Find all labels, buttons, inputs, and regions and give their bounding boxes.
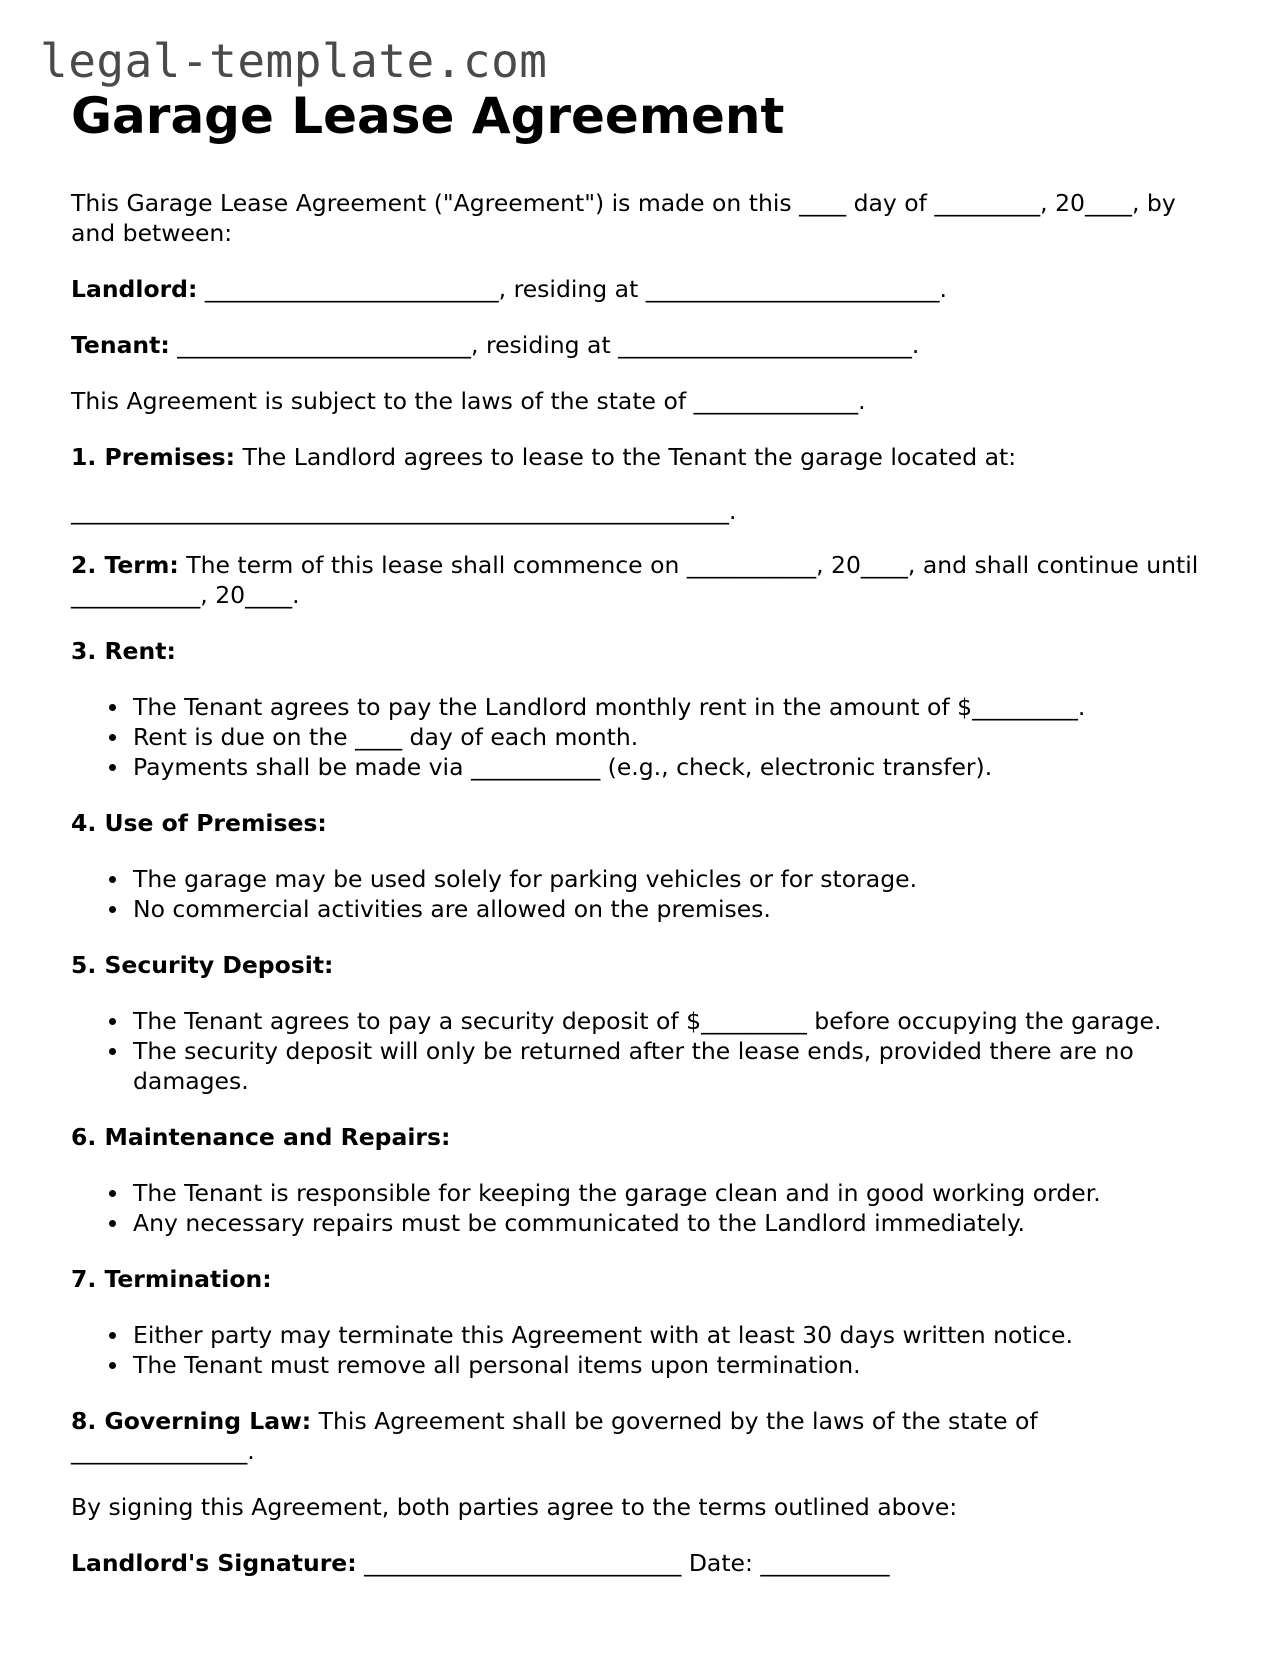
intro-paragraph: This Garage Lease Agreement ("Agreement") is made on this ____ day of _________, 20____, by and between: (71, 189, 1176, 247)
maintenance-list (71, 1178, 1221, 1238)
section-deposit (71, 950, 1221, 980)
term-heading: 2. Term: (71, 551, 179, 579)
section-use (71, 808, 1221, 838)
use-heading: 4. Use of Premises: (71, 809, 327, 837)
rent-heading: 3. Rent: (71, 637, 176, 665)
landlord-line (71, 274, 1221, 304)
list-item: The security deposit will only be returned after the lease ends, provided there are no damages. (133, 1036, 1221, 1096)
list-item: Rent is due on the ____ day of each month. (133, 722, 1221, 752)
list-item: The Tenant is responsible for keeping the garage clean and in good working order. (133, 1178, 1221, 1208)
rent-list (71, 692, 1221, 782)
document-title: Garage Lease Agreement (71, 87, 785, 145)
maintenance-heading: 6. Maintenance and Repairs: (71, 1123, 451, 1151)
premises-address-blank: ________________________________________________________. (71, 497, 737, 525)
section-maintenance (71, 1122, 1221, 1152)
tenant-line (71, 330, 1221, 360)
signature-text: ___________________________ Date: ___________ (356, 1549, 890, 1577)
list-item: No commercial activities are allowed on the premises. (133, 894, 1221, 924)
landlord-label: Landlord: (71, 275, 198, 303)
deposit-heading: 5. Security Deposit: (71, 951, 334, 979)
governing-heading: 8. Governing Law: (71, 1407, 312, 1435)
landlord-text: _________________________, residing at _________________________. (197, 275, 947, 303)
termination-list (71, 1320, 1221, 1380)
list-item: The Tenant must remove all personal items upon termination. (133, 1350, 1221, 1380)
termination-heading: 7. Termination: (71, 1265, 272, 1293)
section-term (71, 550, 1221, 610)
watermark: legal-template.com (40, 34, 548, 88)
section-rent (71, 636, 1221, 666)
landlord-signature-line (71, 1548, 1221, 1578)
list-item: The Tenant agrees to pay a security deposit of $_________ before occupying the garage. (133, 1006, 1221, 1036)
governing-text: This Agreement shall be governed by the laws of the state of _______________. (71, 1407, 1038, 1465)
premises-text: The Landlord agrees to lease to the Tenant the garage located at: (235, 443, 1017, 471)
section-governing-law (71, 1406, 1221, 1466)
list-item: Either party may terminate this Agreement with at least 30 days written notice. (133, 1320, 1221, 1350)
document-body (71, 86, 1221, 1578)
signature-label: Landlord's Signature: (71, 1549, 357, 1577)
section-termination (71, 1264, 1221, 1294)
section-premises (71, 442, 1221, 472)
deposit-list (71, 1006, 1221, 1096)
closing-statement: By signing this Agreement, both parties agree to the terms outlined above: (71, 1493, 958, 1521)
tenant-text: _________________________, residing at _________________________. (169, 331, 920, 359)
tenant-label: Tenant: (71, 331, 170, 359)
use-list (71, 864, 1221, 924)
list-item: Payments shall be made via ___________ (e.g., check, electronic transfer). (133, 752, 1221, 782)
list-item: Any necessary repairs must be communicated to the Landlord immediately. (133, 1208, 1221, 1238)
list-item: The garage may be used solely for parking vehicles or for storage. (133, 864, 1221, 894)
list-item: The Tenant agrees to pay the Landlord monthly rent in the amount of $_________. (133, 692, 1221, 722)
term-text: The term of this lease shall commence on ___________, 20____, and shall continue until ___________, 20____. (71, 551, 1199, 609)
state-law-line: This Agreement is subject to the laws of the state of ______________. (71, 387, 866, 415)
premises-heading: 1. Premises: (71, 443, 236, 471)
